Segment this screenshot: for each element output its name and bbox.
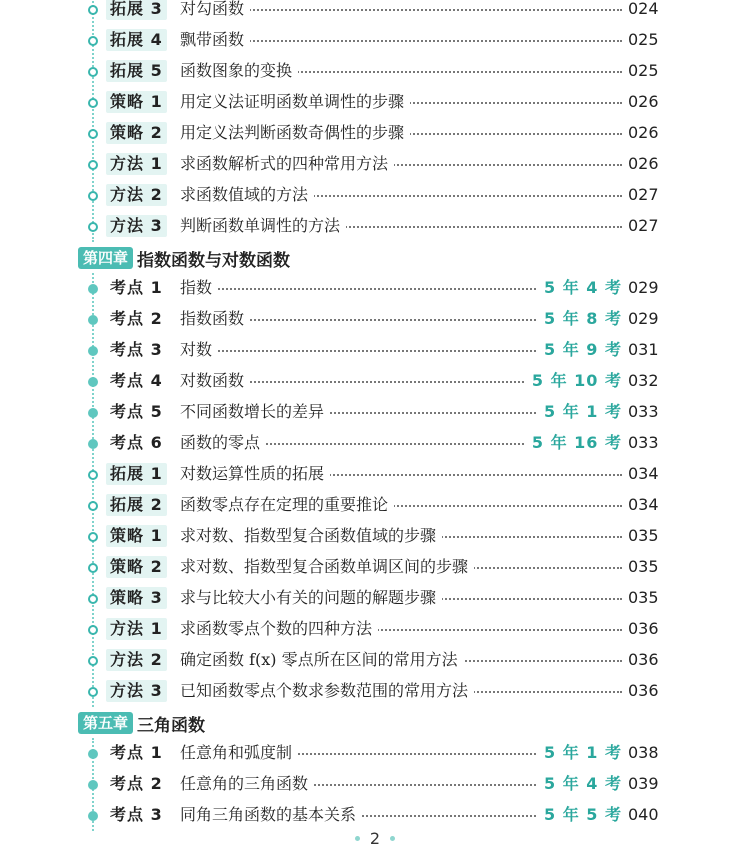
toc-entry[interactable]	[0, 428, 750, 459]
page-ref: 025	[628, 30, 659, 49]
entry-title: 求函数零点个数的四种方法	[180, 618, 378, 640]
bullet-icon	[88, 191, 98, 201]
page-ref: 036	[628, 650, 659, 669]
entry-title: 函数的零点	[180, 432, 266, 454]
entry-title: 任意角的三角函数	[180, 773, 314, 795]
page-ref: 025	[628, 61, 659, 80]
page-ref: 036	[628, 619, 659, 638]
leader-dots	[186, 40, 622, 42]
page-ref: 035	[628, 588, 659, 607]
entry-tag: 方法 3	[106, 215, 167, 237]
entry-title: 对勾函数	[180, 0, 250, 20]
entry-title: 求函数值域的方法	[180, 184, 314, 206]
bullet-icon	[88, 501, 98, 511]
entry-title: 判断函数单调性的方法	[180, 215, 346, 237]
bullet-icon	[88, 346, 98, 356]
page-number: 2	[369, 828, 381, 848]
entry-title: 用定义法证明函数单调性的步骤	[180, 91, 410, 113]
toc-entry[interactable]	[0, 490, 750, 521]
toc-entry[interactable]	[0, 0, 750, 25]
page-ref: 027	[628, 185, 659, 204]
bullet-icon	[88, 129, 98, 139]
page-ref: 031	[628, 340, 659, 359]
toc-entry[interactable]	[0, 645, 750, 676]
bullet-icon	[88, 780, 98, 790]
entry-tag: 方法 3	[106, 680, 167, 702]
chapter-heading	[78, 711, 205, 735]
entry-title: 同角三角函数的基本关系	[180, 804, 362, 826]
bullet-icon	[88, 315, 98, 325]
bullet-icon	[88, 160, 98, 170]
bullet-icon	[88, 687, 98, 697]
bullet-icon	[88, 5, 98, 15]
entry-title: 任意角和弧度制	[180, 742, 298, 764]
bullet-icon	[88, 532, 98, 542]
chapter-title: 指数函数与对数函数	[137, 250, 291, 271]
entry-title: 求对数、指数型复合函数值域的步骤	[180, 525, 442, 547]
footer-dot-icon	[355, 836, 360, 841]
entry-title: 对数	[180, 339, 218, 361]
page-ref: 040	[628, 805, 659, 824]
bullet-icon	[88, 625, 98, 635]
bullet-icon	[88, 222, 98, 232]
exam-frequency: 5 年 1 考	[538, 401, 622, 423]
page-ref: 033	[628, 433, 659, 452]
toc-entry[interactable]	[0, 118, 750, 149]
exam-frequency: 5 年 16 考	[526, 432, 622, 454]
entry-tag: 策略 2	[106, 122, 167, 144]
exam-frequency: 5 年 9 考	[538, 339, 622, 361]
bullet-icon	[88, 98, 98, 108]
entry-tag: 策略 2	[106, 556, 167, 578]
entry-title: 对数运算性质的拓展	[180, 463, 330, 485]
toc-entry[interactable]	[0, 583, 750, 614]
toc-entry[interactable]	[0, 180, 750, 211]
entry-tag: 考点 2	[110, 309, 163, 328]
page-ref: 026	[628, 123, 659, 142]
leader-dots	[186, 9, 622, 11]
toc-entry[interactable]	[0, 738, 750, 769]
entry-title: 求函数解析式的四种常用方法	[180, 153, 394, 175]
page-footer	[0, 826, 750, 850]
chapter-title: 三角函数	[137, 715, 206, 736]
entry-title: 已知函数零点个数求参数范围的常用方法	[180, 680, 474, 702]
entry-tag: 拓展 5	[106, 60, 167, 82]
toc-entry[interactable]	[0, 769, 750, 800]
page-ref: 034	[628, 495, 659, 514]
bullet-icon	[88, 563, 98, 573]
bullet-icon	[88, 36, 98, 46]
entry-tag: 拓展 3	[106, 0, 167, 20]
page-ref: 026	[628, 154, 659, 173]
page-ref: 032	[628, 371, 659, 390]
toc-entry[interactable]	[0, 676, 750, 707]
page-ref: 036	[628, 681, 659, 700]
toc-entry[interactable]	[0, 273, 750, 304]
exam-frequency: 5 年 4 考	[538, 277, 622, 299]
entry-tag: 考点 1	[110, 743, 163, 762]
footer-dot-icon	[390, 836, 395, 841]
entry-tag: 方法 2	[106, 184, 167, 206]
bullet-icon	[88, 749, 98, 759]
entry-title: 指数	[180, 277, 218, 299]
page-ref: 029	[628, 278, 659, 297]
page-ref: 033	[628, 402, 659, 421]
exam-frequency: 5 年 10 考	[526, 370, 622, 392]
exam-frequency: 5 年 8 考	[538, 308, 622, 330]
entry-tag: 拓展 2	[106, 494, 167, 516]
chapter-label: 第四章	[78, 247, 133, 269]
toc-entry[interactable]	[0, 459, 750, 490]
toc-entry[interactable]	[0, 397, 750, 428]
entry-tag: 拓展 4	[106, 29, 167, 51]
leader-dots	[186, 288, 556, 290]
exam-frequency: 5 年 4 考	[538, 773, 622, 795]
toc-entry[interactable]	[0, 366, 750, 397]
page-ref: 038	[628, 743, 659, 762]
toc-entry[interactable]	[0, 149, 750, 180]
entry-tag: 考点 6	[110, 433, 163, 452]
page-ref: 034	[628, 464, 659, 483]
entry-title: 用定义法判断函数奇偶性的步骤	[180, 122, 410, 144]
entry-title: 函数图象的变换	[180, 60, 298, 82]
leader-dots	[186, 350, 556, 352]
entry-title: 飘带函数	[180, 29, 250, 51]
entry-tag: 考点 5	[110, 402, 163, 421]
toc-entry[interactable]	[0, 614, 750, 645]
entry-tag: 考点 3	[110, 805, 163, 824]
exam-frequency: 5 年 1 考	[538, 742, 622, 764]
bullet-icon	[88, 656, 98, 666]
toc-entry[interactable]	[0, 521, 750, 552]
bullet-icon	[88, 377, 98, 387]
page-ref: 029	[628, 309, 659, 328]
entry-tag: 方法 2	[106, 649, 167, 671]
page-ref: 035	[628, 557, 659, 576]
entry-tag: 考点 2	[110, 774, 163, 793]
entry-title: 求对数、指数型复合函数单调区间的步骤	[180, 556, 474, 578]
entry-title: 对数函数	[180, 370, 250, 392]
entry-title: 求与比较大小有关的问题的解题步骤	[180, 587, 442, 609]
entry-tag: 拓展 1	[106, 463, 167, 485]
toc-entry[interactable]	[0, 25, 750, 56]
bullet-icon	[88, 408, 98, 418]
bullet-icon	[88, 284, 98, 294]
bullet-icon	[88, 594, 98, 604]
entry-title: 不同函数增长的差异	[180, 401, 330, 423]
page-ref: 035	[628, 526, 659, 545]
page-ref: 039	[628, 774, 659, 793]
entry-tag: 考点 4	[110, 371, 163, 390]
page-ref: 024	[628, 0, 659, 18]
bullet-icon	[88, 470, 98, 480]
bullet-icon	[88, 811, 98, 821]
entry-tag: 策略 3	[106, 587, 167, 609]
page-ref: 026	[628, 92, 659, 111]
chapter-label: 第五章	[78, 712, 133, 734]
page-ref: 027	[628, 216, 659, 235]
toc-entry[interactable]	[0, 56, 750, 87]
toc-entry[interactable]	[0, 211, 750, 242]
toc-entry[interactable]	[0, 552, 750, 583]
entry-tag: 方法 1	[106, 618, 167, 640]
toc-entry[interactable]	[0, 304, 750, 335]
bullet-icon	[88, 439, 98, 449]
entry-title: 函数零点存在定理的重要推论	[180, 494, 394, 516]
entry-tag: 策略 1	[106, 91, 167, 113]
chapter-heading	[78, 246, 290, 270]
entry-tag: 策略 1	[106, 525, 167, 547]
toc-entry[interactable]	[0, 335, 750, 366]
exam-frequency: 5 年 5 考	[538, 804, 622, 826]
entry-tag: 方法 1	[106, 153, 167, 175]
entry-tag: 考点 3	[110, 340, 163, 359]
bullet-icon	[88, 67, 98, 77]
entry-tag: 考点 1	[110, 278, 163, 297]
entry-title: 确定函数 f(x) 零点所在区间的常用方法	[180, 649, 464, 671]
toc-entry[interactable]	[0, 87, 750, 118]
entry-title: 指数函数	[180, 308, 250, 330]
